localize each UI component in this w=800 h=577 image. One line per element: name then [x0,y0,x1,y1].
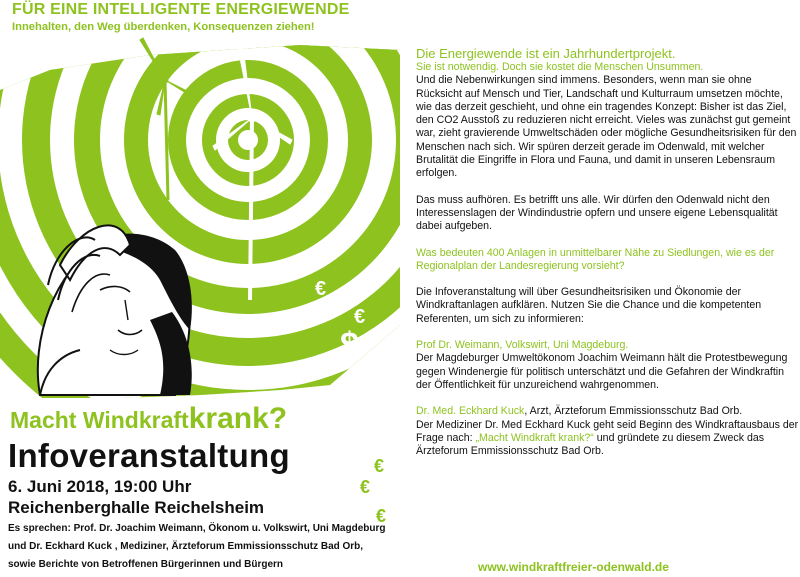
speakers-list [8,520,386,574]
speaker2-text-a: Der Mediziner Dr. Med Eckhard Kuck geht seid Beginn des Windkraftausbaus der Frage nach: [416,418,799,444]
speaker2-name: Dr. Med. Eckhard Kuck [416,405,525,418]
speaker2-quote: „Macht Windkraft krank?“ [475,431,594,444]
header-subtitle: Innehalten, den Weg überdenken, Konsequenzen ziehen! [12,21,315,33]
speakers-line: sowie Berichte von Betroffenen Bürgerinnen und Bürgern [8,559,284,570]
paragraph-3: Die Infoveranstaltung will über Gesundheitsrisiken und Ökonomie der Windkraftanlagen aufklären. Nutzen Sie die Chance und die kompetenten Referenten, um sich zu informieren: [416,286,762,325]
footer-website-link[interactable]: www.windkraftfreier-odenwald.de [478,560,669,574]
headline [10,402,287,436]
event-venue: Reichenberghalle Reichelsheim [8,498,265,517]
euro-icon: € [368,372,380,394]
speaker2-text-b: und gründete zu diesem Zweck das Ärzteforum Emmissionsschutz Bad Orb. [416,431,765,458]
paragraph-2: Das muss aufhören. Es betrifft uns alle. Wir dürfen den Odenwald nicht den Interessenslagen der Windindustrie opfern und unsere eigene Lebensqualität dabei aufgeben. [416,193,778,233]
speaker2-role: , Arzt, Ärzteforum Emmissionsschutz Bad Orb. [524,405,743,418]
paragraph-1: Und die Nebenwirkungen sind immens. Besonders, wenn man sie ohne Rücksicht auf Mensch und Tier, Landschaft und Kulturraum umsetzen möchte, wie das derzeit geschieht, und ohne ein tragendes Konzept: Bisher ist das Ziel, den CO2 Ausstoß zu reduzieren nicht erreicht. Vieles was zunächst gut gemeint war, zieht gravierende Umweltschäden oder mögliche Gesundheitsrisiken für den Menschen nach sich. Wir spüren derzeit gerade im Odenwald, mit welcher Brutalität die Eingriffe in Flora und Fauna, und damit in unseren Lebensraum erfolgen. [416,74,797,180]
header-title: FÜR EINE INTELLIGENTE ENERGIEWENDE [12,1,350,18]
body-text-column [416,46,800,471]
speaker2-section [416,405,800,458]
speaker1-name: Prof Dr. Weimann, Volkswirt, Uni Magdeburg. [416,339,629,352]
euro-icon: € [315,278,327,300]
intro-subtitle: Sie ist notwendig. Doch sie kostet die Menschen Unsummen. [416,61,704,73]
speakers-line: Es sprechen: Prof. Dr. Joachim Weimann, Ökonom u. Volkswirt, Uni Magdeburg [8,523,386,534]
euro-icon: € [360,477,371,497]
event-date: 6. Juni 2018, 19:00 Uhr [8,477,192,496]
speaker1-text: Der Magdeburger Umweltökonom Joachim Weimann hält die Protestbewegung gegen Windenergie für politisch unterschätzt und die Gefahren der Windkraftin der Öffentlichkeit für unzureichend wahrgenommen. [416,352,788,391]
headline-part2: krank? [188,402,288,435]
euro-icon: € [374,456,385,476]
speakers-line: und Dr. Eckhard Kuck , Mediziner, Ärzteforum Emmissionsschutz Bad Orb, [8,541,364,552]
euro-icon: € [354,306,366,328]
dollar-icon: $ [340,326,359,364]
euro-icon: € [376,506,387,526]
question-text: Was bedeuten 400 Anlagen in unmittelbarer Nähe zu Siedlungen, wie es der Regionalplan der Landesregierung vorsieht? [416,246,775,272]
speaker1-section [416,339,800,392]
headline-part1: Macht Windkraft [10,407,189,433]
event-title: Infoveranstaltung [8,437,290,474]
intro-title: Die Energiewende ist ein Jahrhundertprojekt. [416,46,676,61]
